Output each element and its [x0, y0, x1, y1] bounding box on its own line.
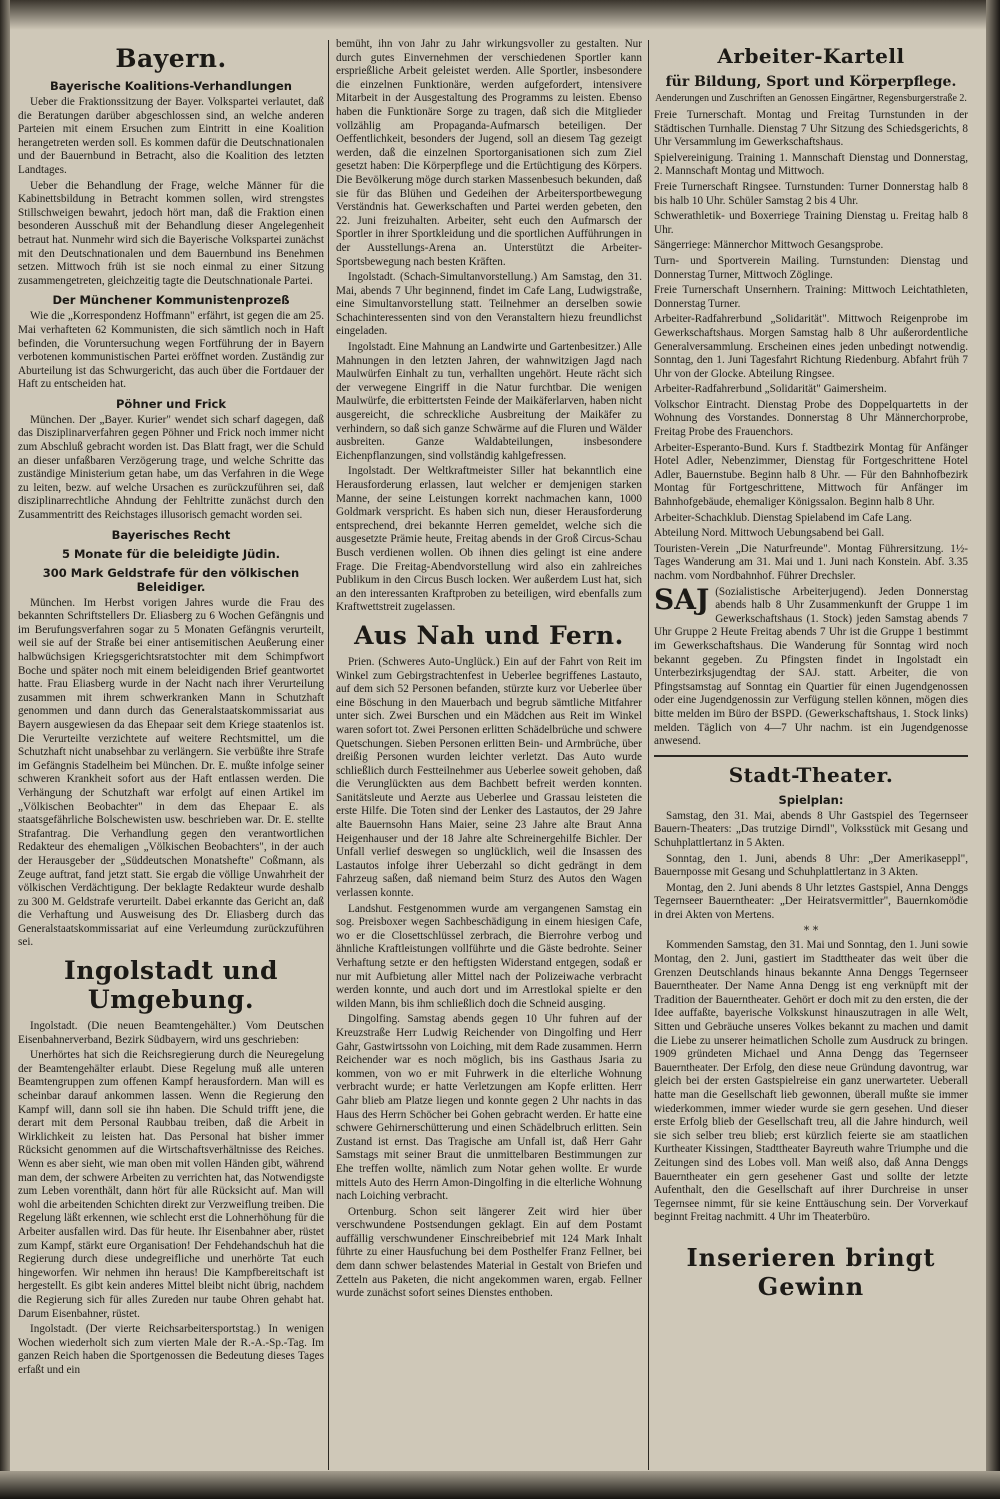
scan-edge-right — [986, 0, 1000, 1499]
subheadline-juedin: 5 Monate für die beleidigte Jüdin. — [61, 546, 281, 561]
article-text: Ueber die Fraktionssitzung der Bayer. Volkspartei verlautet, daß die Beratungen darüber abgeschlossen sind, an welche anderen Parteien mit einem Ersuchen zum Eintritt in eine Koalition herangetreten werden soll. Es kommen dafür die Deutschnationalen und der Bauernbund in Betracht, also die Koalition des letzten Landtages. — [18, 96, 324, 176]
advertisement-slogan: Inserieren bringt Gewinn — [686, 1242, 936, 1301]
article-text: Ingolstadt. (Der vierte Reichsarbeitersportstag.) In wenigen Wochen wiederholt sich zum vierten Male der R.-A.-Sp.-Tag. Im ganzen Reich haben die Sportgenossen die Bedeutung dieses Tages erfaßt und ein — [18, 1323, 324, 1376]
article-text: Dingolfing. Samstag abends gegen 10 Uhr fuhren auf der Kreuzstraße Herr Ludwig Reichender von Dingolfing und Herr Gahr, Gastwirtssohn von Loiching, mit dem Rade zusammen. Herrn Reichender war es noch möglich, bis ins Gasthaus Jsaria zu kommen, von wo er mit Fuhrwerk in die elterliche Wohnung verbracht wurde; er hatte Verletzungen am Kopfe erlitten. Herr Gahr blieb am Platze liegen und konnte gegen 2 Uhr nachts in das Haus des Herrn Schöcher bei Gohen gebracht werden. Er hatte eine schwere Gehirnerschütterung und einen Schädelbruch erlitten. Sein Zustand ist ernst. Das Tragische am Unfall ist, daß Herr Gahr Samstags mit seiner Braut die unmittelbaren Bestimmungen zur Ehe treffen wollte, nämlich zum Notar gehen wollte. Er wurde mittels Auto des Herrn Amon-Dingolfing in die elterliche Wohnung nach Loiching verbracht. — [336, 1013, 642, 1203]
subheadline-geldstrafe: 300 Mark Geldstrafe für den völkischen Beleidiger. — [42, 565, 300, 594]
scan-edge-top — [0, 0, 1000, 30]
theater-spielplan: Spielplan: — [778, 792, 844, 807]
section-title-ingolstadt: Ingolstadt und Umgebung. — [64, 956, 278, 1015]
club-notice: Freie Turnerschaft Ringsee. Turnstunden: Turner Donnerstag halb 8 bis halb 10 Uhr. Schüler Samstag 2 bis 4 Uhr. — [654, 180, 968, 207]
saj-text: (Sozialistische Arbeiterjugend). Jeden Donnerstag abends halb 8 Uhr Zusammenkunft der Gruppe 1 im Gewerkschaftshaus (1. Stock) jeden Samstag abends 7 Uhr Gruppe 2 Heute Freitag abends 7 Uhr ist die Gruppe 1 bestimmt im Gewerkschaftshaus. Die Wanderung für Sonntag wird noch bekannt gegeben. Zu Pfingsten findet in Ingolstadt ein Unterbezirksjugendtag der SAJ. statt. Arbeiter, die von Pfingstsamstag auf Sonntag ein Quartier für einen Jugendgenossen oder eine Jugendgenossin zur Verfügung stellen können, mögen dies bitte melden im Büro der BSPD. (Gewerkschaftshaus, 1. Stock links) melden. Täglich von 4—7 Uhr nachm. ist ein Jugendgenosse anwesend. — [654, 585, 968, 748]
section-title-stadt-theater: Stadt-Theater. — [728, 762, 894, 787]
club-notice: Freie Turnerschaft. Montag und Freitag Turnstunden in der Städtischen Turnhalle. Dienstag 7 Uhr Sitzung des Schiedsgerichts, 8 Uhr Versammlung im Gewerkschaftshaus. — [654, 109, 968, 149]
column-2 — [336, 38, 642, 1478]
column-rule-1 — [328, 40, 329, 1470]
section-title-nah-fern: Aus Nah und Fern. — [354, 620, 624, 650]
article-text: Ingolstadt. Der Weltkraftmeister Siller hat bekanntlich eine Herausforderung erlassen, laut welcher er demjenigen starken Manne, der seine Leistungen korrekt nachmachen kann, 1000 Goldmark verspricht. Es haben sich nun, dieser Herausforderung entsprechend, drei bekannte Herren gemeldet, welche sich die ausgesetzte Prämie heute, Freitag abends in der Groß Circus-Schau Busch verdienen wollen. Ob ihnen dies gelingt ist eine andere Frage. Die Freitag-Abendvorstellung wird also ein zahlreiches Publikum in den Circus Busch locken. Wer außerdem Lust hat, sich an den interessanten Kraftproben zu beteiligen, wird ebenfalls zum Kraftwettstreit zugelassen. — [336, 465, 642, 614]
section-title-arbeiter-kartell: Arbeiter-Kartell — [717, 44, 905, 68]
article-text: Ingolstadt. Eine Mahnung an Landwirte und Gartenbesitzer.) Alle Mahnungen in den letzten Jahren, der wahnwitzigen Jagd nach Maulwürfen Einhalt zu tun, verhallten ungehört. Heute rächt sich der verwegene Eingriff in die Natur furchtbar. Die wenigen Maulwürfe, die erbittertsten Feinde der Maikäferlarven, haben nicht ausgereicht, die schreckliche Ausbreitung der Maikäfer zu verhindern, so daß sich ganze Schwärme auf die Fluren und Wälder ausbreiten. Ganze Waldabteilungen, insbesondere Eichenpflanzungen, sind vollständig kahlgefressen. — [336, 341, 642, 462]
article-text: Prien. (Schweres Auto-Unglück.) Ein auf der Fahrt von Reit im Winkel zum Gebirgstrachtenfest in Ueberlee begriffenes Lastauto, auf dem sich 52 Personen befanden, stürzte kurz vor Ueberlee über eine Böschung in den Mauerbach und begrub sämtliche Mitfahrer unter sich. Zwei Burschen und ein Mädchen aus Reit im Winkel waren sofort tot. Zwei Personen erlitten Schädelbrüche und schwere Quetschungen. Sieben Personen erlitten Bein- und Armbrüche, über dreißig Personen wurden leichter verletzt. Das Auto wurde schließlich durch Festteilnehmer aus Ueberlee soweit gehoben, daß die Verunglückten aus dem Bachbett befreit werden konnten. Sanitätsleute und Aerzte aus Ueberlee und Grassau leisteten die erste Hilfe. Die Toten sind der Lenker des Lastautos, der 29 Jahre alte Bauernsohn Hans Maier, seine 23 Jahre alte Braut Anna Heigenhauser und der 18 Jahre alte Schreinergehilfe Bichler. Der Unfall verlief deswegen so unglücklich, weil die Insassen des Lastautos infolge ihrer Ueberzahl so dicht gedrängt in dem Fahrzeug saßen, daß niemand beim Sturz des Autos den Wagen verlassen konnte. — [336, 655, 642, 900]
article-text: Ingolstadt. (Die neuen Beamtengehälter.) Vom Deutschen Eisenbahnerverband, Bezirk Südbayern, wird uns geschrieben: — [18, 1020, 324, 1046]
club-notice: Spielvereinigung. Training 1. Mannschaft Dienstag und Donnerstag, 2. Mannschaft Montag und Mittwoch. — [654, 151, 968, 178]
saj-logo: SAJ — [654, 582, 710, 616]
theater-entry: Montag, den 2. Juni abends 8 Uhr letztes Gastspiel, Anna Denggs Tegernseer Bauerntheater: „Der Heiratsvermittler", Bauernkomödie in drei Akten von Mertens. — [654, 881, 968, 921]
club-notice: Sängerriege: Männerchor Mittwoch Gesangsprobe. — [654, 239, 884, 252]
article-text: Landshut. Festgenommen wurde am vergangenen Samstag ein sog. Preisboxer wegen Sachbeschädigung in einem hiesigen Cafe, wo er die Closettschlüssel zerbrach, die Bierrohre verbog und ähnliche Kraftleistungen vollführte und die Gäste bedrohte. Seiner Verhaftung setzte er den heftigsten Widerstand entgegen, sodaß er nur mit Aufbietung aller Mittel nach der Polizeiwache verbracht werden konnte, und auch dort und im Arrestlokal spielte er den wilden Mann, bis ihm schließlich doch die Schneid ausging. — [336, 902, 642, 1010]
club-notice: Volkschor Eintracht. Dienstag Probe des Doppelquartetts in der Wohnung des Vorstandes. Donnerstag 8 Uhr Männerchorprobe, Freitag Probe des Frauenchors. — [654, 398, 968, 439]
article-text: bemüht, ihn von Jahr zu Jahr wirkungsvoller zu gestalten. Nur durch gutes Einvernehmen der verschiedenen Sportler kann ersprießliche Arbeit geleistet werden. Alle Sportler, insbesondere die einzelnen Funktionäre, werden aufgefordert, intensivere Mitarbeit in der Ausgestaltung des Programms zu leisten. Ebenso haben die Funktionäre Sorge zu tragen, daß sich die Mitglieder vollzählig am Propaganda-Aufmarsch beteiligen. Der Oeffentlichkeit, besonders der Jugend, soll an diesem Tag gezeigt werden, daß die einzelnen Sportorganisationen sich zum Ziel gesetzt haben: Die Körperpflege und die Ertüchtigung des Körpers. Die Bevölkerung möge durch starken Massenbesuch bekunden, daß sie für das Blühen und Gedeihen der Arbeitersportbewegung Verständnis hat. Gewerkschaften und Partei werden gebeten, den 22. Juni freizuhalten. Arbeiter, seht euch den Aufmarsch der Sportler in ihrer Sportkleidung und die sportlichen Aufführungen in der Ausstellungs-Arena an. Unterstützt die Arbeiter-Sportsbewegung nach besten Kräften. — [336, 38, 642, 268]
article-text: Ingolstadt. (Schach-Simultanvorstellung.) Am Samstag, den 31. Mai, abends 7 Uhr beginnend, findet im Cafe Lang, Ludwigstraße, eine Simultanvorstellung statt. Teilnehmer an derselben sowie Schachinteressenten sind von den Veranstaltern hiezu freundlichst eingeladen. — [336, 271, 642, 338]
kartell-note: Aenderungen und Zuschriften an Genossen Eingärtner, Regensburgerstraße 2. — [655, 93, 967, 104]
club-notice: Turn- und Sportverein Mailing. Turnstunden: Dienstag und Donnerstag Turner, Mittwoch Zöglinge. — [654, 254, 968, 281]
divider — [654, 755, 968, 757]
theater-entry: Sonntag, den 1. Juni, abends 8 Uhr: „Der Amerikaseppl", Bauernposse mit Gesang und Schuhplattlertanz in 3 Akten. — [654, 852, 968, 879]
headline-poehner-frick: Pöhner und Frick — [116, 396, 226, 411]
scan-edge-bottom — [0, 1471, 1000, 1499]
article-text: Unerhörtes hat sich die Reichsregierung durch die Neuregelung der Beamtengehälter erlaubt. Diese Regelung muß alle unteren Beamtengruppen zum offenen Kampf herausfordern. Man will es scheinbar darauf ankommen lassen. Wenn die Regierung den Kampf will, dann soll sie ihn haben. Die Schuld trifft jene, die derart mit dem Personal Raubbau treiben, daß die Arbeit in Wirklichkeit zu leisten hat. Das Personal hat bisher immer Rücksicht genommen auf die Wirtschaftsverhältnisse des Reiches. Wenn es aber sieht, wie man oben mit vollen Händen gibt, während man dem, der schwere Arbeiten zu verrichten hat, das Notwendigste zum Leben vorenthält, dann hört für alle Rücksicht auf. Man will wohl die arbeitenden Schichten direkt zur Verzweiflung treiben. Die Regelung läßt erkennen, wie schlecht erst die Lohnerhöhung für die Arbeiter ausfallen wird. Das für heute. Ihr Eisenbahner aber, rüstet zum Kampf, stärkt eure Organisation! Der Fehdehandschuh hat die Regierung durch diese undegreifliche und unerhörte Tat euch hingeworfen. Wir nehmen ihn heraus! Die Kampfbereitschaft ist hergestellt. Es gibt kein anderes Mittel bleibt nicht übrig, nachdem die Regierung sich für alles Zureden nur taube Ohren gehabt hat. Darum Eisenbahner, rüstet. — [18, 1049, 324, 1320]
column-rule-2 — [648, 40, 649, 1470]
article-text: Wie die „Korrespondenz Hoffmann" erfährt, ist gegen die am 25. Mai verhafteten 62 Kommunisten, die sich sämtlich noch in Haft befinden, die Voruntersuchung wegen Fortführung der in Bayern verbotenen kommunistischen Partei eröffnet worden. Zuständig zur Aburteilung ist das Schwurgericht, das auch über die Fortdauer der Haft zu entscheiden hat. — [18, 310, 324, 391]
article-text: München. Der „Bayer. Kurier" wendet sich scharf dagegen, daß das Disziplinarverfahren gegen Pöhner und Frick noch immer nicht zum Abschluß gebracht worden ist. Das Blatt fragt, wer die Schuld an dieser unfaßbaren Verzögerung trage, und welche Schritte das zuständige Ministerium getan habe, um das Verfahren in die Wege zu leiten, bezw. auf welche Ursachen es zurückzuführen sei, daß disziplinarrechtliche Ahndung der Fehltritte zunächst durch den Zusammentritt des Reichstages illusorisch gemacht worden sei. — [18, 413, 324, 522]
article-text: Ortenburg. Schon seit längerer Zeit wird hier über verschwundene Postsendungen geklagt. Ein auf dem Postamt auffällig verschwundener Einschreibebrief mit 124 Mark Inhalt führte zu einer Hausfuchung bei dem Posthelfer Franz Fellner, bei dem dann schwer belastendes Material in Gestalt von Briefen und Zetteln aus Paketen, die nicht angekommen waren, ergab. Fellner wurde zunächst sofort seines Dienstes enthoben. — [336, 1205, 642, 1300]
club-notice: Touristen-Verein „Die Naturfreunde". Montag Führersitzung. 1½-Tages Wanderung am 31. Mai und 1. Juni nach Konstein. Abf. 3.35 nachm. vom Nordbahnhof. Führer Drechsler. — [654, 542, 968, 582]
club-notice: Freie Turnerschaft Unsernhern. Training: Mittwoch Leichtathleten, Donnerstag Turner. — [654, 284, 968, 310]
theater-entry: Samstag, den 31. Mai, abends 8 Uhr Gastspiel des Tegernseer Bauern-Theaters: „Das trutzige Dirndl", Volksstück mit Gesang und Schuhplattlertanz in 5 Akten. — [654, 809, 968, 849]
club-notice: Arbeiter-Radfahrerbund „Solidarität" Gaimersheim. — [654, 383, 887, 396]
separator-stars: * * — [803, 924, 819, 938]
club-notice: Arbeiter-Esperanto-Bund. Kurs f. Stadtbezirk Montag für Anfänger Hotel Adler, Nebenzimmer, Dienstag für Fortgeschrittene Hotel Adler, Bauernstube. Beginn halb 8 Uhr. — Für den Bahnhofbezirk Montag für Fortgeschrittene, Mittwoch für Anfänger im Bahnhofgebäude, ehemaliger Königssalon. Beginn halb 8 Uhr. — [654, 441, 968, 509]
theater-article: Kommenden Samstag, den 31. Mai und Sonntag, den 1. Juni sowie Montag, den 2. Juni, gastiert im Stadttheater das weit über die Grenzen Deutschlands hinaus bekannte Anna Denggs Tegernseer Bauerntheater. Der Name Anna Dengg ist eng verknüpft mit der Tradition der Bauerntheater. Gehört er doch mit zu den ersten, die der Idee auffaßte, bayerische Volkskunst hinauszutragen in alle Welt, Sitten und Gebräuche unseres Volkes bekannt zu machen und damit die Liebe zu unserer heimatlichen Scholle zum Ausdruck zu bringen. 1909 gründeten Michael und Anna Dengg das Tegernseer Bauerntheater. Der Erfolg, den diese neue Gründung davontrug, war gleich bei der ersten Gastspielreise ein ganz unerwarteter. Ueberall hatte man die Gesellschaft lieb gewonnen, überall mußte sie immer wiederkommen, immer wieder wurde sie gern gesehen. Und dieser erste Erfolg blieb der Gesellschaft treu, all die Jahre hindurch, weil sie sich selber treu blieb; erst kürzlich feierte sie am staatlichen Kurtheater Kissingen, Stadttheater Bayreuth wahre Triumphe und die Zeitungen sind des Lobes voll. Man weiß also, daß Anna Denggs Bauerntheater ein gern gesehener Gast und sollte der letzte Aufenthalt, den die Gesellschaft auf ihrer Durchreise in unser Tegernsee nimmt, für sie keine Enttäuschung sein. Der Vorverkauf beginnt Freitag nachmitt. 4 Uhr im Theaterbüro. — [654, 939, 968, 1224]
headline-koalition: Bayerische Koalitions-Verhandlungen — [50, 79, 292, 93]
club-notice: Arbeiter-Radfahrerbund „Solidarität". Mittwoch Reigenprobe im Gewerkschaftshaus. Morgen Samstag halb 8 Uhr außerordentliche Generalversammlung. Erscheinen eines jeden unbedingt notwendig. Sonntag, den 1. Juni Tagesfahrt Richtung Riedenburg. Abfahrt früh 7 Uhr von der Glocke. Abteilung Ringsee. — [654, 313, 968, 380]
column-1 — [18, 38, 324, 1478]
headline-kommunistenprozess: Der Münchener Kommunistenprozeß — [52, 293, 290, 308]
club-notice: Abteilung Nord. Mittwoch Uebungsabend bei Gall. — [654, 527, 885, 540]
section-title-bayern: Bayern. — [115, 44, 227, 73]
club-notice: Arbeiter-Schachklub. Dienstag Spielabend im Cafe Lang. — [654, 511, 912, 524]
column-3 — [654, 38, 968, 1478]
kartell-subtitle: für Bildung, Sport und Körperpflege. — [665, 74, 957, 90]
article-text: München. Im Herbst vorigen Jahres wurde die Frau des bekannten Schriftstellers Dr. Eliasberg zu 6 Wochen Gefängnis und im Berufungsverfahren sogar zu 5 Monaten Gefängnis verurteilt, weil sie auf der Straße bei einer antisemitischen Aeußerung einer halbwüchsigen Kriegsgerichtsratstochter mit dem Schimpfwort Boche und später noch mit einem beleidigenden Brief geantwortet hatte. Frau Eliasberg wurde in der Nacht nach ihrer Verurteilung zusammen mit ihrem schwerkranken Mann in Schutzhaft genommen und dann durch das Generalstaatskommissariat aus Bayern ausgewiesen da das Ehepaar seit dem Kriege staatenlos ist. Die Verurteilte verzichtete auf weitere Rechtsmittel, um die Schutzhaft nicht unabsehbar zu verlängern. Sie verbüßte ihre Strafe im Gefängnis Stadelheim bei München. Dr. E. mußte infolge seiner schweren Krankheit sofort aus der Haft entlassen werden. Die Verhängung der Schutzhaft war erfolgt auf einen Artikel im „Völkischen Beobachter" in dem das Ehepaar E. als staatsgefährliche Bolschewisten usw. beschrieben war. Dr. E. stellte Strafantrag. Die Verhandlung gegen den verantwortlichen Redakteur des ehemaligen „Völkischen Beobachters", in der auch der Herausgeber der „Süddeutschen Monatshefte" Coßmann, als Zeuge auftrat, fand jetzt statt. Sie ergab die völlige Unwahrheit der völkischen Verdächtigung. Der beklagte Redakteur wurde deshalb zu 300 M. Geldstrafe verurteilt. Dabei erkannte das Gericht an, daß die Verhaftung und Ausweisung des Dr. Eliasberg durch das Generalstaatskommissariat auf eine Verleumdung zurückzuführen sei. — [18, 596, 324, 949]
headline-bayerisches-recht: Bayerisches Recht — [111, 527, 231, 542]
club-notice: Schwerathletik- und Boxerriege Training Dienstag u. Freitag halb 8 Uhr. — [654, 210, 968, 236]
scan-edge-left — [0, 0, 10, 1499]
saj-notice — [654, 582, 968, 749]
article-text: Ueber die Behandlung der Frage, welche Männer für die Kabinettsbildung in Betracht kommen sollen, wird strengstes Stillschweigen bewahrt, jedoch hört man, daß die Fraktion einen besonderen Ausschuß mit der Behandlung dieser Angelegenheit betraut hat. Nunmehr wird sich die Bayerische Volkspartei zunächst mit den Deutschnationalen und dem Bauernbund ins Benehmen setzen. Mittwoch früh ist sie noch einmal zu einer Sitzung zusammengetreten, gleichzeitig tagte die Deutschnationale Partei. — [18, 179, 324, 287]
